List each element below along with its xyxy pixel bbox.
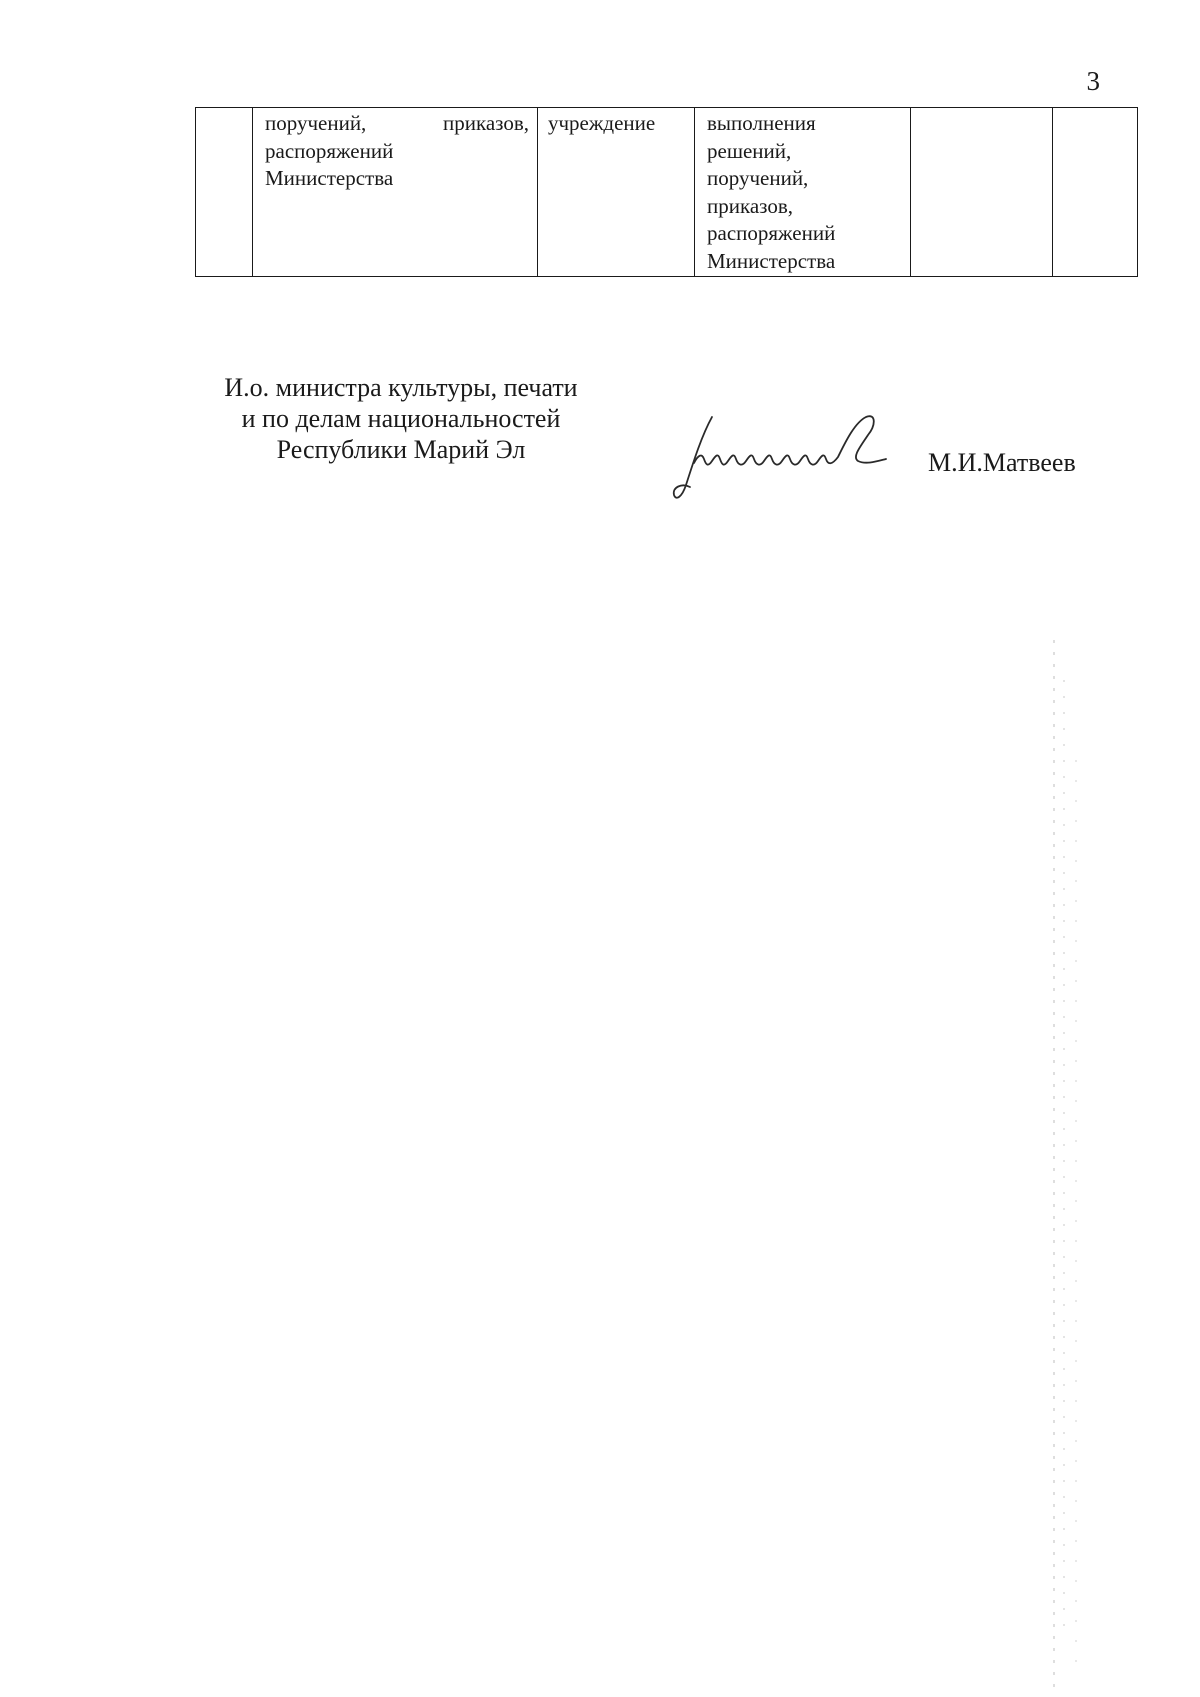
continuation-table	[195, 107, 1138, 277]
note-cell	[1053, 108, 1138, 277]
deadline-line-3: поручений,	[707, 166, 809, 190]
task-description-line-1	[265, 110, 529, 138]
signatory-title-line-1: И.о. министра культуры, печати	[224, 373, 578, 402]
task-description-cell	[253, 108, 538, 277]
organization-cell	[538, 108, 695, 277]
signatory-title	[195, 372, 607, 465]
handwritten-signature	[672, 405, 912, 505]
signatory-title-line-2: и по делам национальностей	[241, 404, 561, 433]
row-number-cell	[196, 108, 253, 277]
scan-artifact-marks	[1048, 640, 1088, 1690]
signatory-title-line-3: Республики Марий Эл	[276, 435, 526, 464]
table-row	[196, 108, 1138, 277]
organization-text: учреждение	[548, 111, 656, 135]
task-word-2: приказов,	[442, 111, 529, 135]
page-number: 3	[1086, 66, 1100, 96]
responsible-cell	[911, 108, 1053, 277]
deadline-line-4: приказов,	[707, 193, 794, 218]
deadline-cell	[695, 108, 911, 277]
deadline-line-2: решений,	[707, 138, 792, 163]
signer-name: М.И.Матвеев	[928, 448, 1076, 477]
deadline-line-6: Министерства	[707, 248, 836, 273]
task-description-line-3: Министерства	[265, 166, 394, 190]
task-word-1: поручений,	[265, 111, 367, 135]
task-description-line-2: распоряжений	[265, 138, 394, 163]
deadline-line-5: распоряжений	[707, 221, 836, 245]
deadline-line-1: выполнения	[707, 111, 816, 135]
